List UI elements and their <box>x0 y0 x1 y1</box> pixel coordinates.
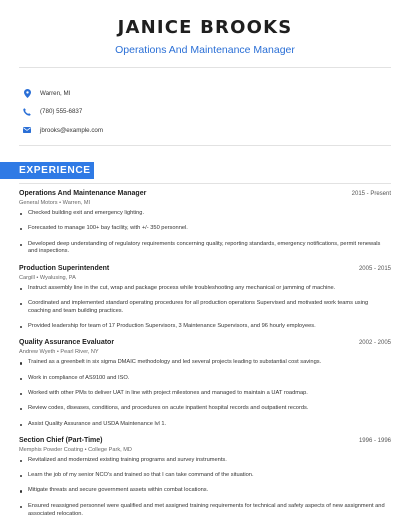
job-header <box>19 436 391 446</box>
job-company: Andrew Wyeth • Pearl River, NY <box>19 349 99 356</box>
bullet-item: Instruct assembly line in the cut, wrap and package process while troubleshooting any mechanical or jamming of machine. <box>19 285 391 293</box>
job-title: Production Superintendent <box>19 264 110 272</box>
job-title: Quality Assurance Evaluator <box>19 339 115 347</box>
envelope-icon <box>23 126 31 135</box>
experience-list <box>19 189 391 526</box>
section-divider <box>19 183 391 184</box>
job-bullets <box>19 359 391 428</box>
bullet-item: Checked building exit and emergency lighting. <box>19 210 391 218</box>
job-header <box>19 338 391 348</box>
job-bullets <box>19 285 391 331</box>
job-entry <box>19 436 391 518</box>
job-entry <box>19 338 391 428</box>
job-dates: 2005 - 2015 <box>358 265 391 272</box>
bullet-item: Forecasted to manage 100+ bay facility, with +/- 350 personnel. <box>19 225 391 233</box>
job-dates: 2015 - Present <box>351 191 391 197</box>
header-divider <box>19 67 391 68</box>
contact-divider <box>19 145 391 146</box>
job-header <box>19 264 391 274</box>
job-company: General Motors • Warren, MI <box>19 200 91 206</box>
job-company: Memphis Powder Coating • College Park, MD <box>19 446 132 453</box>
job-entry <box>19 189 391 256</box>
job-title: Section Chief (Part-Time) <box>19 436 103 444</box>
job-entry <box>19 264 391 331</box>
bullet-item: Mitigate threats and secure government assets within combat locations. <box>19 487 391 495</box>
candidate-name: JANICE BROOKS <box>117 17 293 38</box>
phone-text: (780) 555-6837 <box>40 108 83 115</box>
email-text: jbrooks@example.com <box>40 126 104 134</box>
bullet-item: Developed deep understanding of regulatory requirements concerning quality, reporting standards, emergency notifications, permit renewals and inspections. <box>19 241 391 257</box>
contact-location <box>19 84 103 102</box>
resume-header <box>0 0 410 56</box>
contact-list <box>19 84 103 140</box>
job-bullets <box>19 457 391 518</box>
job-bullets <box>19 210 391 256</box>
bullet-item: Learn the job of my senior NCO's and trained so that I can take command of the situation. <box>19 472 391 480</box>
contact-email <box>19 121 103 139</box>
location-pin-icon <box>23 89 31 98</box>
section-title-experience: EXPERIENCE <box>0 162 94 179</box>
bullet-item: Worked with other PMs to deliver UAT in line with project milestones and managed to maintain a UAT roadmap. <box>19 390 391 398</box>
bullet-item: Coordinated and implemented standard operating procedures for all production operations Supervised and motivated work teams using coaching and team building practices. <box>19 300 391 316</box>
location-text: Warren, MI <box>40 89 71 97</box>
job-company: Cargill • Wyalusing, PA <box>19 274 76 281</box>
job-dates: 2002 - 2005 <box>358 340 391 347</box>
bullet-item: Revitalized and modernized existing training programs and survey instruments. <box>19 457 391 465</box>
phone-icon <box>23 107 31 116</box>
bullet-item: Ensured reassigned personnel were qualified and met assigned training requirements for technical and safety aspects of new assignment and associated relocation. <box>19 503 391 519</box>
contact-phone <box>19 103 103 121</box>
job-header <box>19 189 391 199</box>
job-title: Operations And Maintenance Manager <box>19 190 147 197</box>
bullet-item: Review codes, diseases, conditions, and procedures on acute inpatient hospital records and outpatient records. <box>19 405 391 413</box>
bullet-item: Provided leadership for team of 17 Production Supervisors, 3 Maintenance Supervisors, and 96 hourly employees. <box>19 323 391 331</box>
job-dates: 1996 - 1996 <box>358 437 391 444</box>
bullet-item: Trained as a greenbelt in six sigma DMAIC methodology and led several projects leading to substantial cost savings. <box>19 359 391 367</box>
bullet-item: Assist Quality Assurance and USDA Maintenance lvl 1. <box>19 421 391 429</box>
bullet-item: Work in compliance of AS9100 and ISO. <box>19 375 391 383</box>
candidate-title: Operations And Maintenance Manager <box>115 44 295 56</box>
